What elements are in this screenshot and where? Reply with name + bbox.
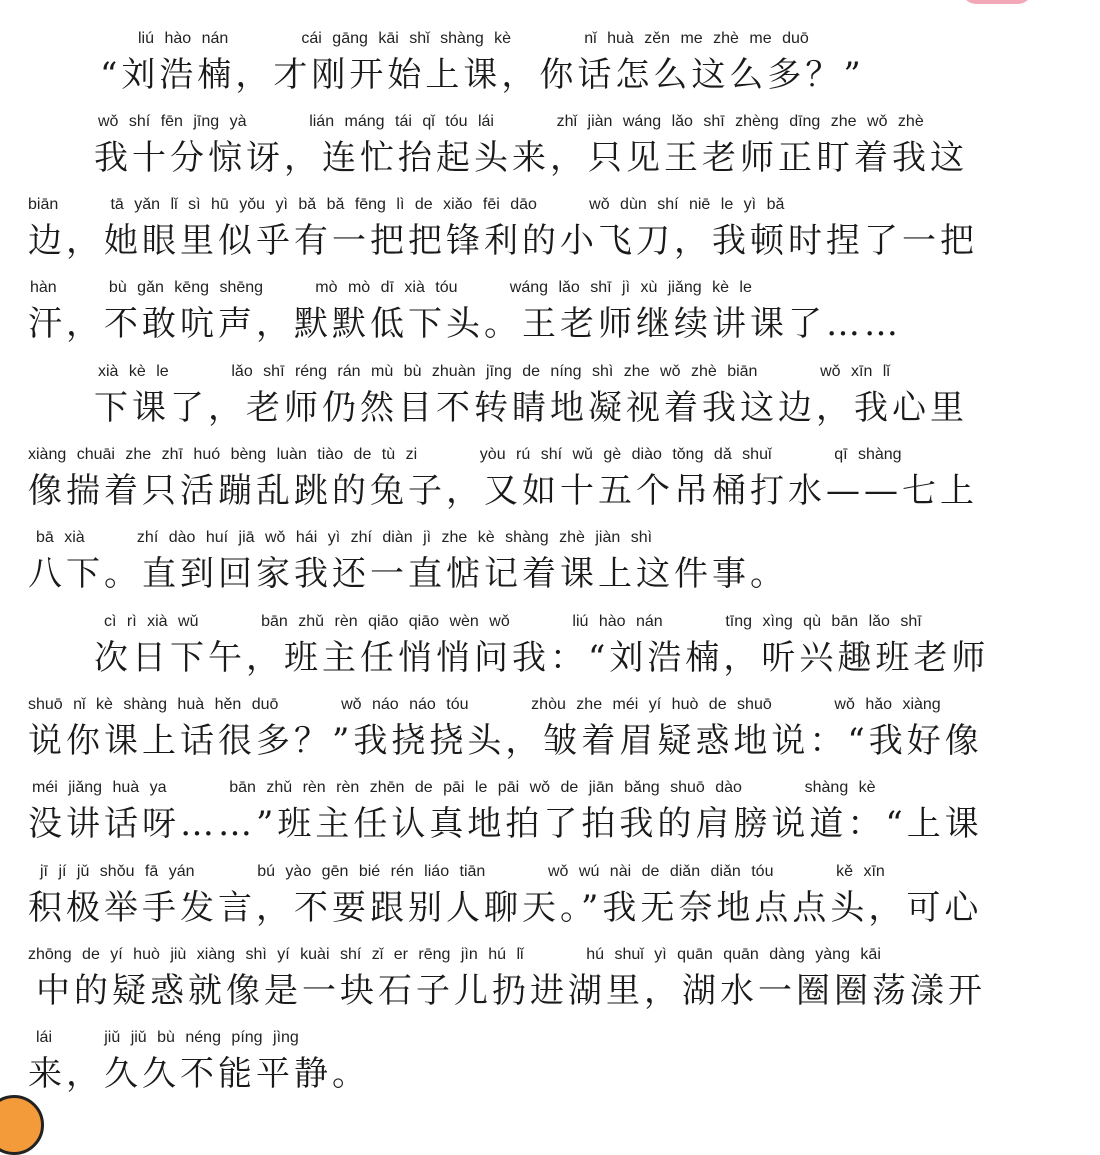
text-line [0, 444, 1100, 528]
pinyin-row: biān tā yǎn lǐ sì hū yǒu yì bǎ bǎ fēng lì de xiǎo fēi dāo wǒ dùn shí niē le yì bǎ [28, 196, 785, 213]
pinyin-row: xiàng chuāi zhe zhī huó bèng luàn tiào de tù zi yòu rú shí wǔ gè diào tǒng dǎ shuǐ qī shàng [28, 446, 902, 463]
hanzi-row: 下课了，老师仍然目不转睛地凝视着我这边，我心里 [94, 388, 968, 428]
text-line [0, 361, 1100, 445]
pinyin-row: shuō nǐ kè shàng huà hěn duō wǒ náo náo tóu zhòu zhe méi yí huò de shuō wǒ hǎo xiàng [28, 696, 941, 713]
pinyin-row: wǒ shí fēn jīng yà lián máng tái qǐ tóu lái zhǐ jiàn wáng lǎo shī zhèng dīng zhe wǒ zhè [98, 113, 924, 130]
hanzi-row: 没讲话呀……”班主任认真地拍了拍我的肩膀说道：“上课 [28, 804, 983, 844]
pink-decoration-icon [962, 0, 1032, 4]
text-line [0, 861, 1100, 945]
pinyin-row: liú hào nán cái gāng kāi shǐ shàng kè nǐ huà zěn me zhè me duō [138, 30, 809, 47]
pinyin-row: zhōng de yí huò jiù xiàng shì yí kuài shí zǐ er rēng jìn hú lǐ hú shuǐ yì quān quān dàng yàng kāi [28, 946, 881, 963]
hanzi-row: 说你课上话很多？”我挠挠头，皱着眉疑惑地说：“我好像 [28, 721, 983, 761]
hanzi-row: 汗，不敢吭声，默默低下头。王老师继续讲课了…… [28, 304, 902, 344]
text-line [0, 944, 1100, 1028]
text-line [0, 28, 1100, 112]
pinyin-row: cì rì xià wǔ bān zhǔ rèn qiāo qiāo wèn wǒ liú hào nán tīng xìng qù bān lǎo shī [104, 613, 922, 630]
pinyin-row: jī jí jǔ shǒu fā yán bú yào gēn bié rén liáo tiān wǒ wú nài de diǎn diǎn tóu kě xīn [40, 863, 885, 880]
text-line [0, 277, 1100, 361]
hanzi-row: 积极举手发言，不要跟别人聊天。”我无奈地点点头，可心 [28, 888, 983, 928]
hanzi-row: 来，久久不能平静。 [28, 1054, 370, 1094]
hanzi-row: 中的疑惑就像是一块石子儿扔进湖里，湖水一圈圈荡漾开 [36, 971, 986, 1011]
text-line [0, 527, 1100, 611]
pinyin-row: hàn bù gǎn kēng shēng mò mò dī xià tóu wáng lǎo shī jì xù jiǎng kè le [30, 279, 752, 296]
text-line [0, 1027, 1100, 1111]
hanzi-row: 次日下午，班主任悄悄问我：“刘浩楠，听兴趣班老师 [94, 638, 990, 678]
hanzi-row: 边，她眼里似乎有一把把锋利的小飞刀，我顿时捏了一把 [28, 221, 978, 261]
pinyin-row: xià kè le lǎo shī réng rán mù bù zhuàn jīng de níng shì zhe wǒ zhè biān wǒ xīn lǐ [98, 363, 890, 380]
hanzi-row: “刘浩楠，才刚开始上课，你话怎么这么多？” [100, 55, 865, 95]
text-line [0, 777, 1100, 861]
hanzi-row: 我十分惊讶，连忙抬起头来，只见王老师正盯着我这 [94, 138, 968, 178]
text-line [0, 194, 1100, 278]
text-line [0, 611, 1100, 695]
hanzi-row: 八下。直到回家我还一直惦记着课上这件事。 [28, 554, 788, 594]
text-line [0, 694, 1100, 778]
pinyin-row: bā xià zhí dào huí jiā wǒ hái yì zhí diàn jì zhe kè shàng zhè jiàn shì [36, 529, 653, 546]
pinyin-row: lái jiǔ jiǔ bù néng píng jìng [36, 1029, 299, 1046]
hanzi-row: 像揣着只活蹦乱跳的兔子，又如十五个吊桶打水——七上 [28, 471, 978, 511]
pinyin-row: méi jiǎng huà ya bān zhǔ rèn rèn zhēn de pāi le pāi wǒ de jiān bǎng shuō dào shàng kè [32, 779, 876, 796]
text-line [0, 111, 1100, 195]
